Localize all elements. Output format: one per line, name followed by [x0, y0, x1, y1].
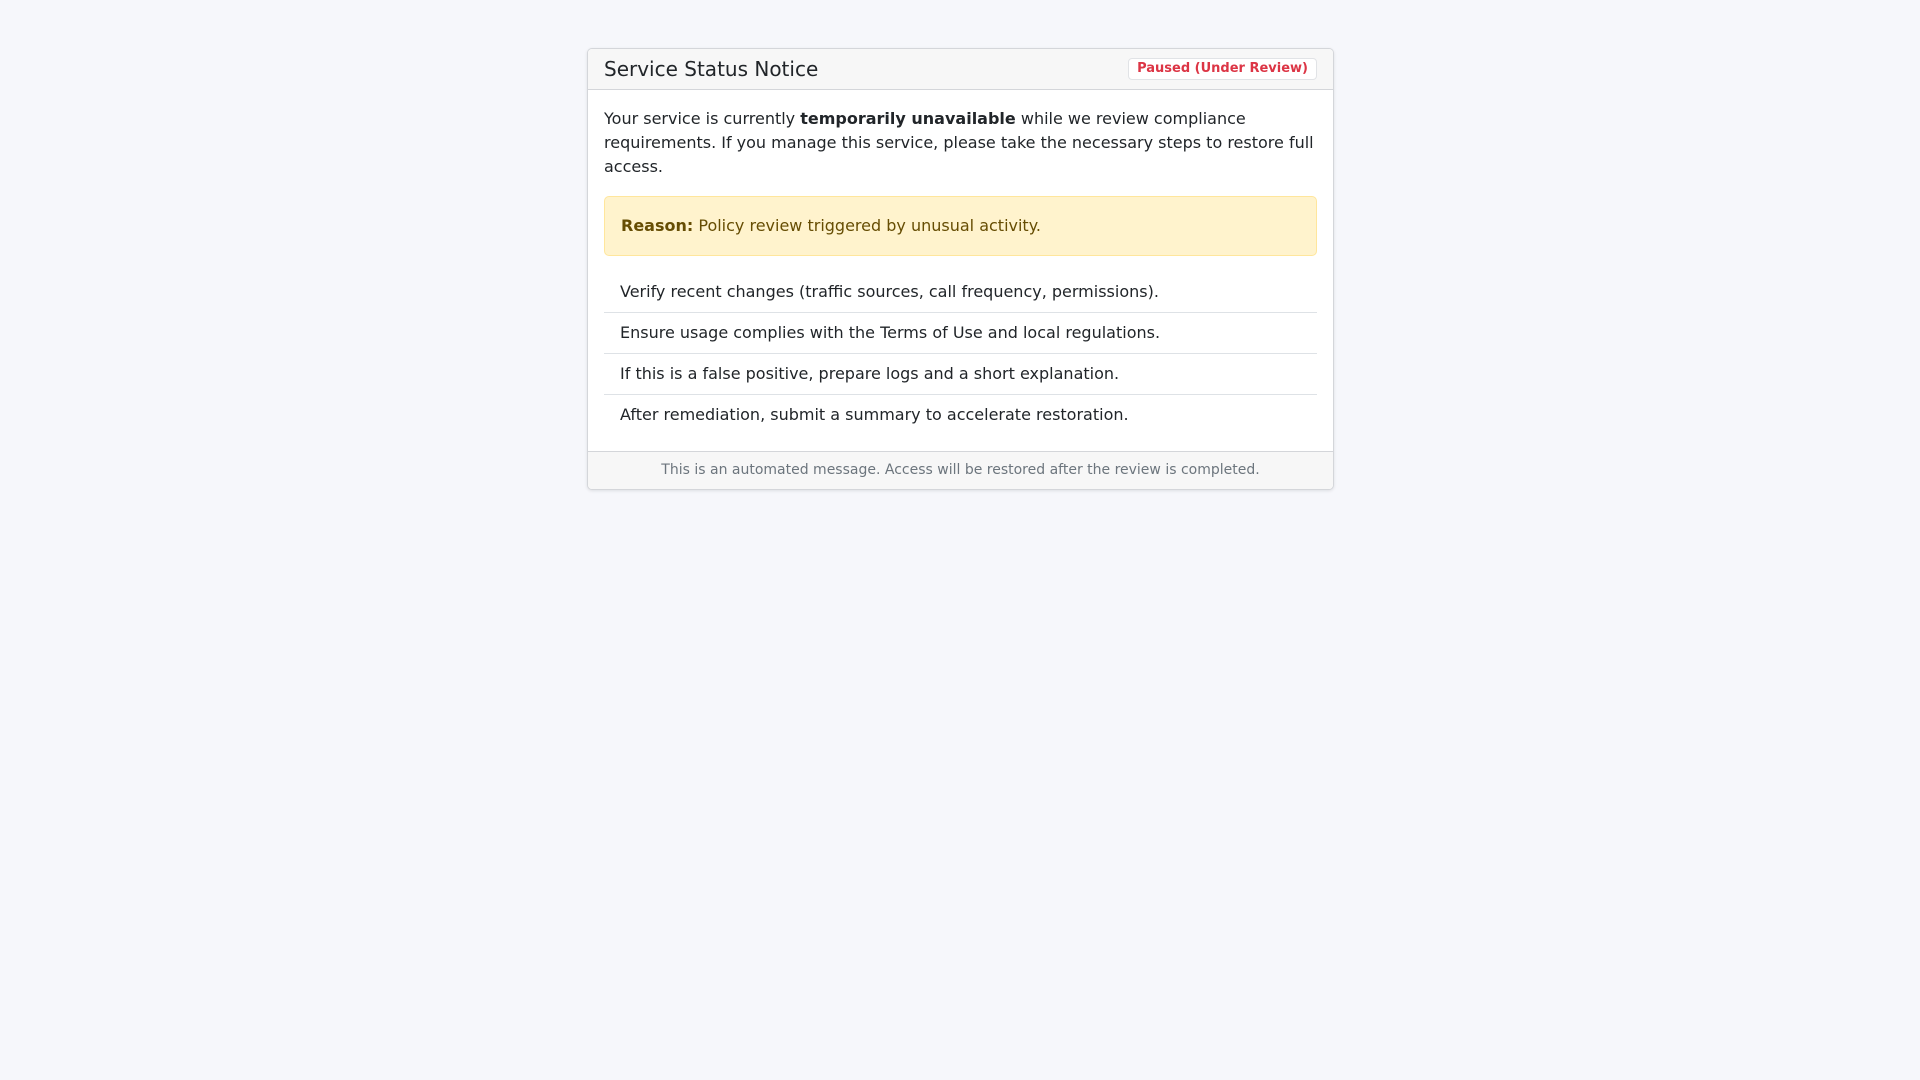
reason-alert — [604, 196, 1317, 256]
intro-text-after: while we review compliance requirements. If you manage this service, please take the necessary steps to restore full access. — [604, 109, 1314, 176]
status-badge: Paused (Under Review) — [1128, 58, 1317, 80]
reason-label: Reason: — [621, 216, 694, 235]
status-notice-card — [587, 48, 1334, 490]
intro-message — [604, 107, 1317, 179]
card-footer: This is an automated message. Access will be restored after the review is completed. — [588, 451, 1333, 489]
list-item: If this is a false positive, prepare logs and a short explanation. — [604, 354, 1317, 395]
intro-emphasis: temporarily unavailable — [800, 109, 1016, 128]
remediation-steps-list — [604, 272, 1317, 435]
card-header — [588, 49, 1333, 90]
list-item: Verify recent changes (traffic sources, call frequency, permissions). — [604, 272, 1317, 313]
card-body — [588, 90, 1333, 451]
intro-text-before: Your service is currently — [604, 109, 801, 128]
list-item: After remediation, submit a summary to accelerate restoration. — [620, 405, 1129, 424]
list-item: Ensure usage complies with the Terms of Use and local regulations. — [604, 313, 1317, 354]
reason-text: Policy review triggered by unusual activity. — [693, 216, 1041, 235]
page-title: Service Status Notice — [604, 57, 819, 81]
